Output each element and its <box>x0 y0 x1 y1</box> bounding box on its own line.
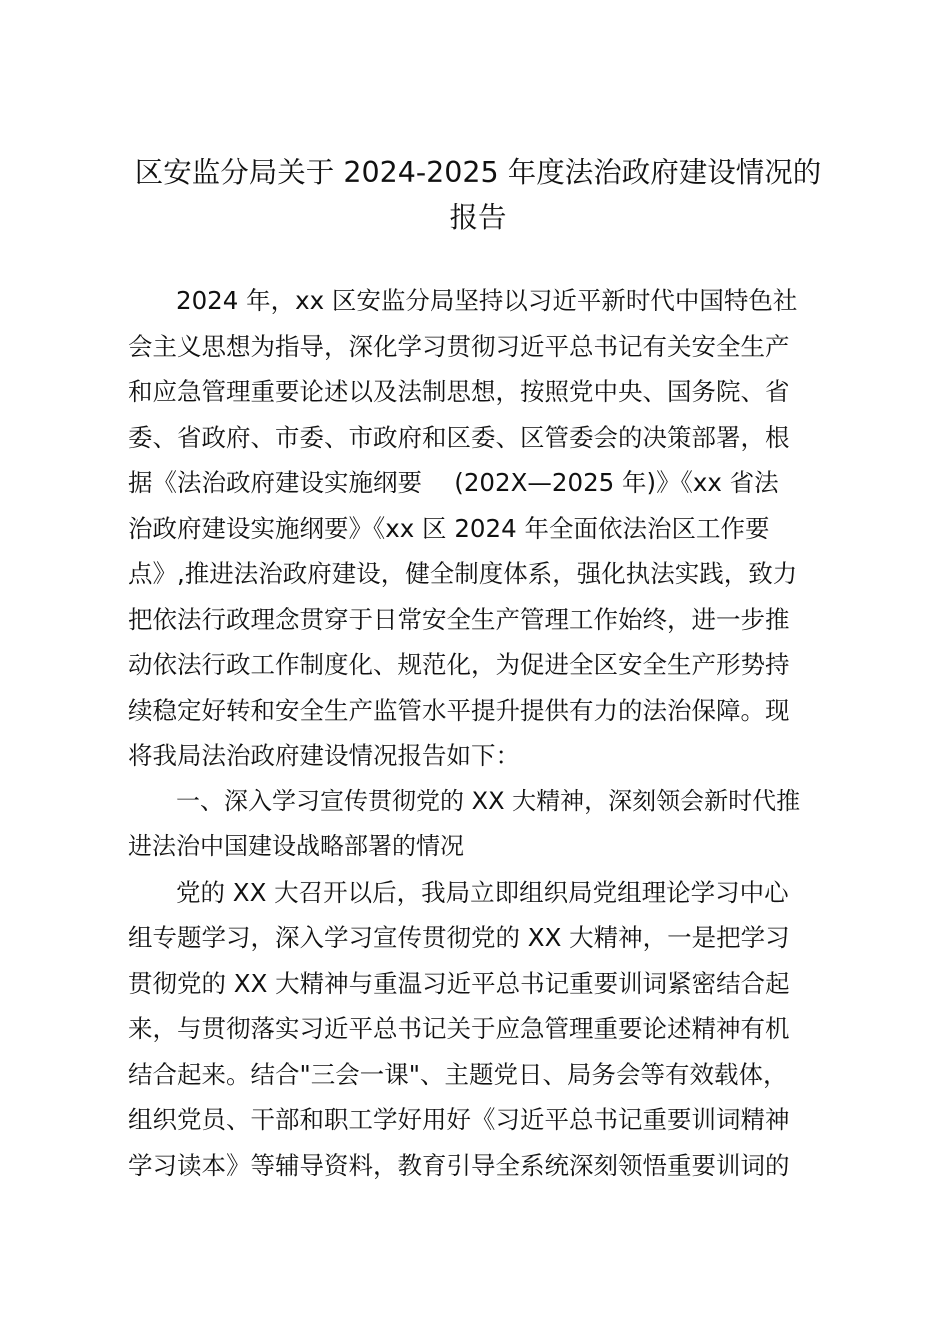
section-heading-line: 进法治中国建设战略部署的情况 <box>128 832 464 860</box>
paragraph-line: 续稳定好转和安全生产监管水平提升提供有力的法治保障。现 <box>128 695 790 725</box>
paragraph-line: 据《法治政府建设实施纲要 (202X—2025 年)》《xx 省法 <box>128 468 779 497</box>
paragraph-line: 点》,推进法治政府建设，健全制度体系，强化执法实践，致力 <box>128 559 798 588</box>
paragraph-line: 和应急管理重要论述以及法制思想，按照党中央、国务院、省 <box>128 377 790 406</box>
paragraph-line: 2024 年，xx 区安监分局坚持以习近平新时代中国特色社 <box>176 286 798 315</box>
paragraph-line: 动依法行政工作制度化、规范化，为促进全区安全生产形势持 <box>128 650 790 679</box>
document-title <box>128 150 828 240</box>
title-line: 区安监分局关于 2024-2025 年度法治政府建设情况的 <box>134 156 822 189</box>
paragraph-line: 治政府建设实施纲要》《xx 区 2024 年全面依法治区工作要 <box>128 513 770 543</box>
paragraph-line: 组织党员、干部和职工学好用好《习近平总书记重要训词精神 <box>128 1105 790 1134</box>
paragraph-line: 组专题学习，深入学习宣传贯彻党的 XX 大精神，一是把学习 <box>128 923 790 952</box>
paragraph-line: 贯彻党的 XX 大精神与重温习近平总书记重要训词紧密结合起 <box>128 968 790 998</box>
paragraph-line: 将我局法治政府建设情况报告如下： <box>128 741 520 770</box>
section-heading-line: 一、深入学习宣传贯彻党的 XX 大精神，深刻领会新时代推 <box>176 786 801 815</box>
paragraph-line: 学习读本》等辅导资料，教育引导全系统深刻领悟重要训词的 <box>128 1150 790 1180</box>
paragraph-line: 委、省政府、市委、市政府和区委、区管委会的决策部署，根 <box>128 422 790 452</box>
document-body <box>128 278 828 1188</box>
title-line: 报告 <box>449 201 507 234</box>
paragraph-line: 来，与贯彻落实习近平总书记关于应急管理重要论述精神有机 <box>128 1014 790 1043</box>
paragraph-line: 把依法行政理念贯穿于日常安全生产管理工作始终，进一步推 <box>128 604 790 634</box>
paragraph-intro <box>128 278 828 779</box>
paragraph-line: 党的 XX 大召开以后，我局立即组织局党组理论学习中心 <box>176 877 789 907</box>
paragraph-section-1 <box>128 870 828 1189</box>
paragraph-line: 会主义思想为指导，深化学习贯彻习近平总书记有关安全生产 <box>128 331 790 361</box>
paragraph-line: 结合起来。结合"三会一课"、主题党日、局务会等有效载体， <box>128 1059 788 1089</box>
section-heading-1 <box>128 779 828 870</box>
